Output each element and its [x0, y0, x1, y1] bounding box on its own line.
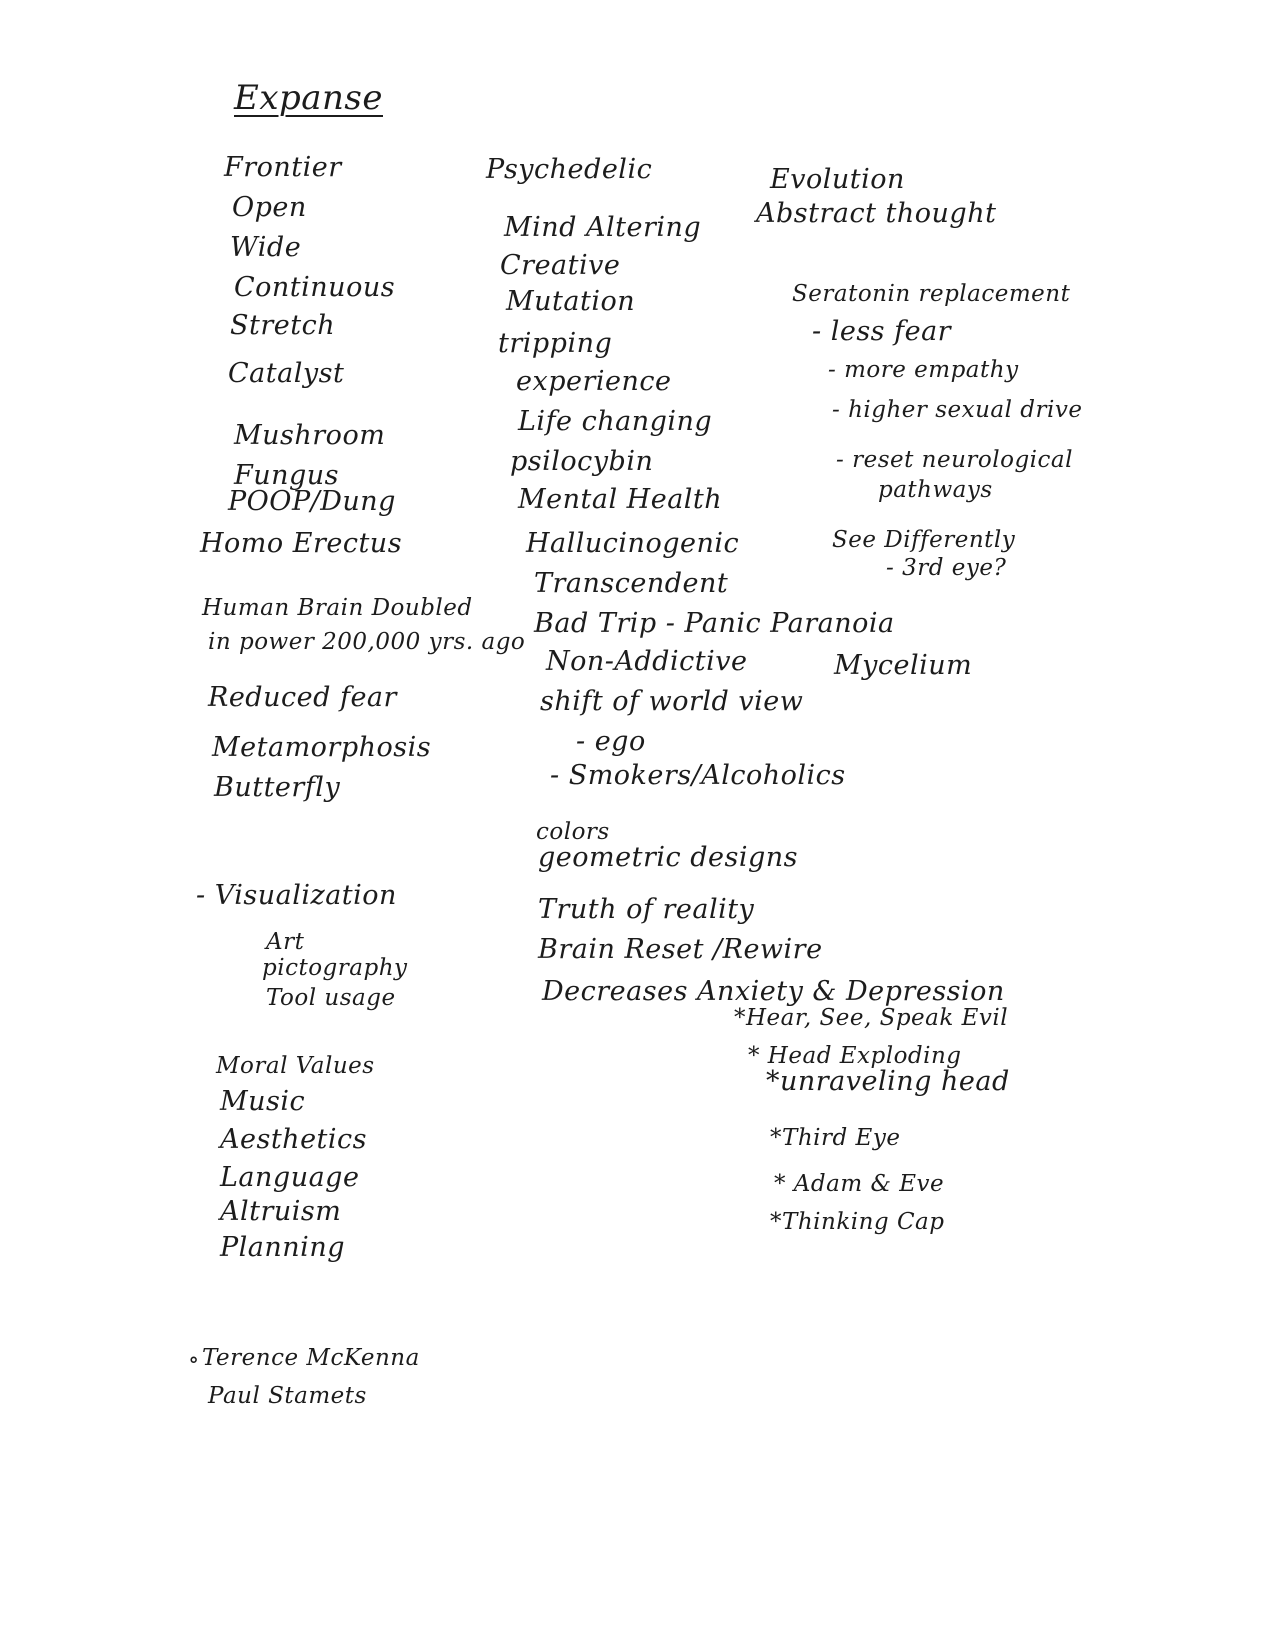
note-adam-and-eve: * Adam & Eve [774, 1171, 945, 1197]
note-non-addictive: Non-Addictive [546, 646, 748, 677]
note-aesthetics: Aesthetics [220, 1124, 368, 1155]
note-visualization: - Visualization [196, 880, 397, 911]
note-paul-stamets: Paul Stamets [208, 1383, 367, 1409]
note-terence-mckenna: Terence McKenna [202, 1345, 420, 1371]
note-reset-neurological: - reset neurological [836, 447, 1073, 473]
note-seratonin-replacement: Seratonin replacement [792, 281, 1071, 307]
note-see-differently: See Differently [832, 527, 1016, 553]
note-bad-trip: Bad Trip - Panic Paranoia [534, 608, 895, 639]
note-head-exploding: * Head Exploding [748, 1043, 962, 1069]
note-geometric-designs: geometric designs [538, 842, 798, 873]
note-pictography: pictography [262, 955, 408, 981]
note-mental-health: Mental Health [518, 484, 723, 515]
note-decreases-anxiety: Decreases Anxiety & Depression [542, 976, 1005, 1007]
note-thinking-cap: *Thinking Cap [770, 1209, 945, 1235]
note-hallucinogenic: Hallucinogenic [526, 528, 740, 559]
note-human-brain-doubled: Human Brain Doubled [202, 595, 473, 621]
note-psychedelic: Psychedelic [486, 154, 653, 185]
note-language: Language [220, 1162, 360, 1193]
note-unraveling-head: *unraveling head [766, 1066, 1010, 1097]
note-art: Art [266, 929, 305, 955]
note-colors: colors [536, 819, 610, 845]
note-open: Open [232, 192, 307, 223]
note-stretch: Stretch [230, 310, 336, 341]
note-tool-usage: Tool usage [266, 985, 396, 1011]
note-experience: experience [516, 366, 672, 397]
bullet-dot-icon: ∘ [188, 1347, 200, 1373]
note-planning: Planning [220, 1232, 345, 1263]
note-creative: Creative [500, 250, 621, 281]
note-pathways: pathways [878, 477, 993, 503]
note-less-fear: - less fear [812, 316, 952, 347]
note-shift-of-world-view: shift of world view [540, 686, 804, 717]
note-ego: - ego [576, 726, 646, 757]
note-mycelium: Mycelium [834, 650, 973, 681]
note-psilocybin: psilocybin [510, 446, 654, 477]
note-abstract-thought: Abstract thought [756, 198, 997, 229]
note-3rd-eye: - 3rd eye? [886, 555, 1007, 581]
note-hear-see-speak-evil: *Hear, See, Speak Evil [734, 1005, 1009, 1031]
note-mutation: Mutation [506, 286, 636, 317]
note-transcendent: Transcendent [534, 568, 729, 599]
note-higher-sexual-drive: - higher sexual drive [832, 397, 1083, 423]
note-in-power: in power 200,000 yrs. ago [208, 629, 526, 655]
note-wide: Wide [230, 232, 302, 263]
note-life-changing: Life changing [518, 406, 713, 437]
note-mind-altering: Mind Altering [504, 212, 702, 243]
note-poop-dung: POOP/Dung [228, 486, 396, 517]
note-catalyst: Catalyst [228, 358, 345, 389]
note-music: Music [220, 1086, 306, 1117]
note-brain-reset: Brain Reset /Rewire [538, 934, 823, 965]
note-tripping: tripping [498, 328, 613, 359]
note-continuous: Continuous [234, 272, 396, 303]
note-butterfly: Butterfly [214, 772, 341, 803]
note-more-empathy: - more empathy [828, 357, 1019, 383]
note-fungus: Fungus [234, 460, 340, 491]
note-altruism: Altruism [220, 1196, 342, 1227]
note-reduced-fear: Reduced fear [208, 682, 397, 713]
note-truth-of-reality: Truth of reality [538, 894, 755, 925]
note-metamorphosis: Metamorphosis [212, 732, 432, 763]
note-frontier: Frontier [224, 152, 342, 183]
note-moral-values: Moral Values [216, 1053, 375, 1079]
page-title: Expanse [234, 78, 383, 118]
note-homo-erectus: Homo Erectus [200, 528, 403, 559]
note-evolution: Evolution [770, 164, 905, 195]
note-third-eye: *Third Eye [770, 1125, 901, 1151]
note-mushroom: Mushroom [234, 420, 386, 451]
note-smokers-alcoholics: - Smokers/Alcoholics [550, 760, 846, 791]
